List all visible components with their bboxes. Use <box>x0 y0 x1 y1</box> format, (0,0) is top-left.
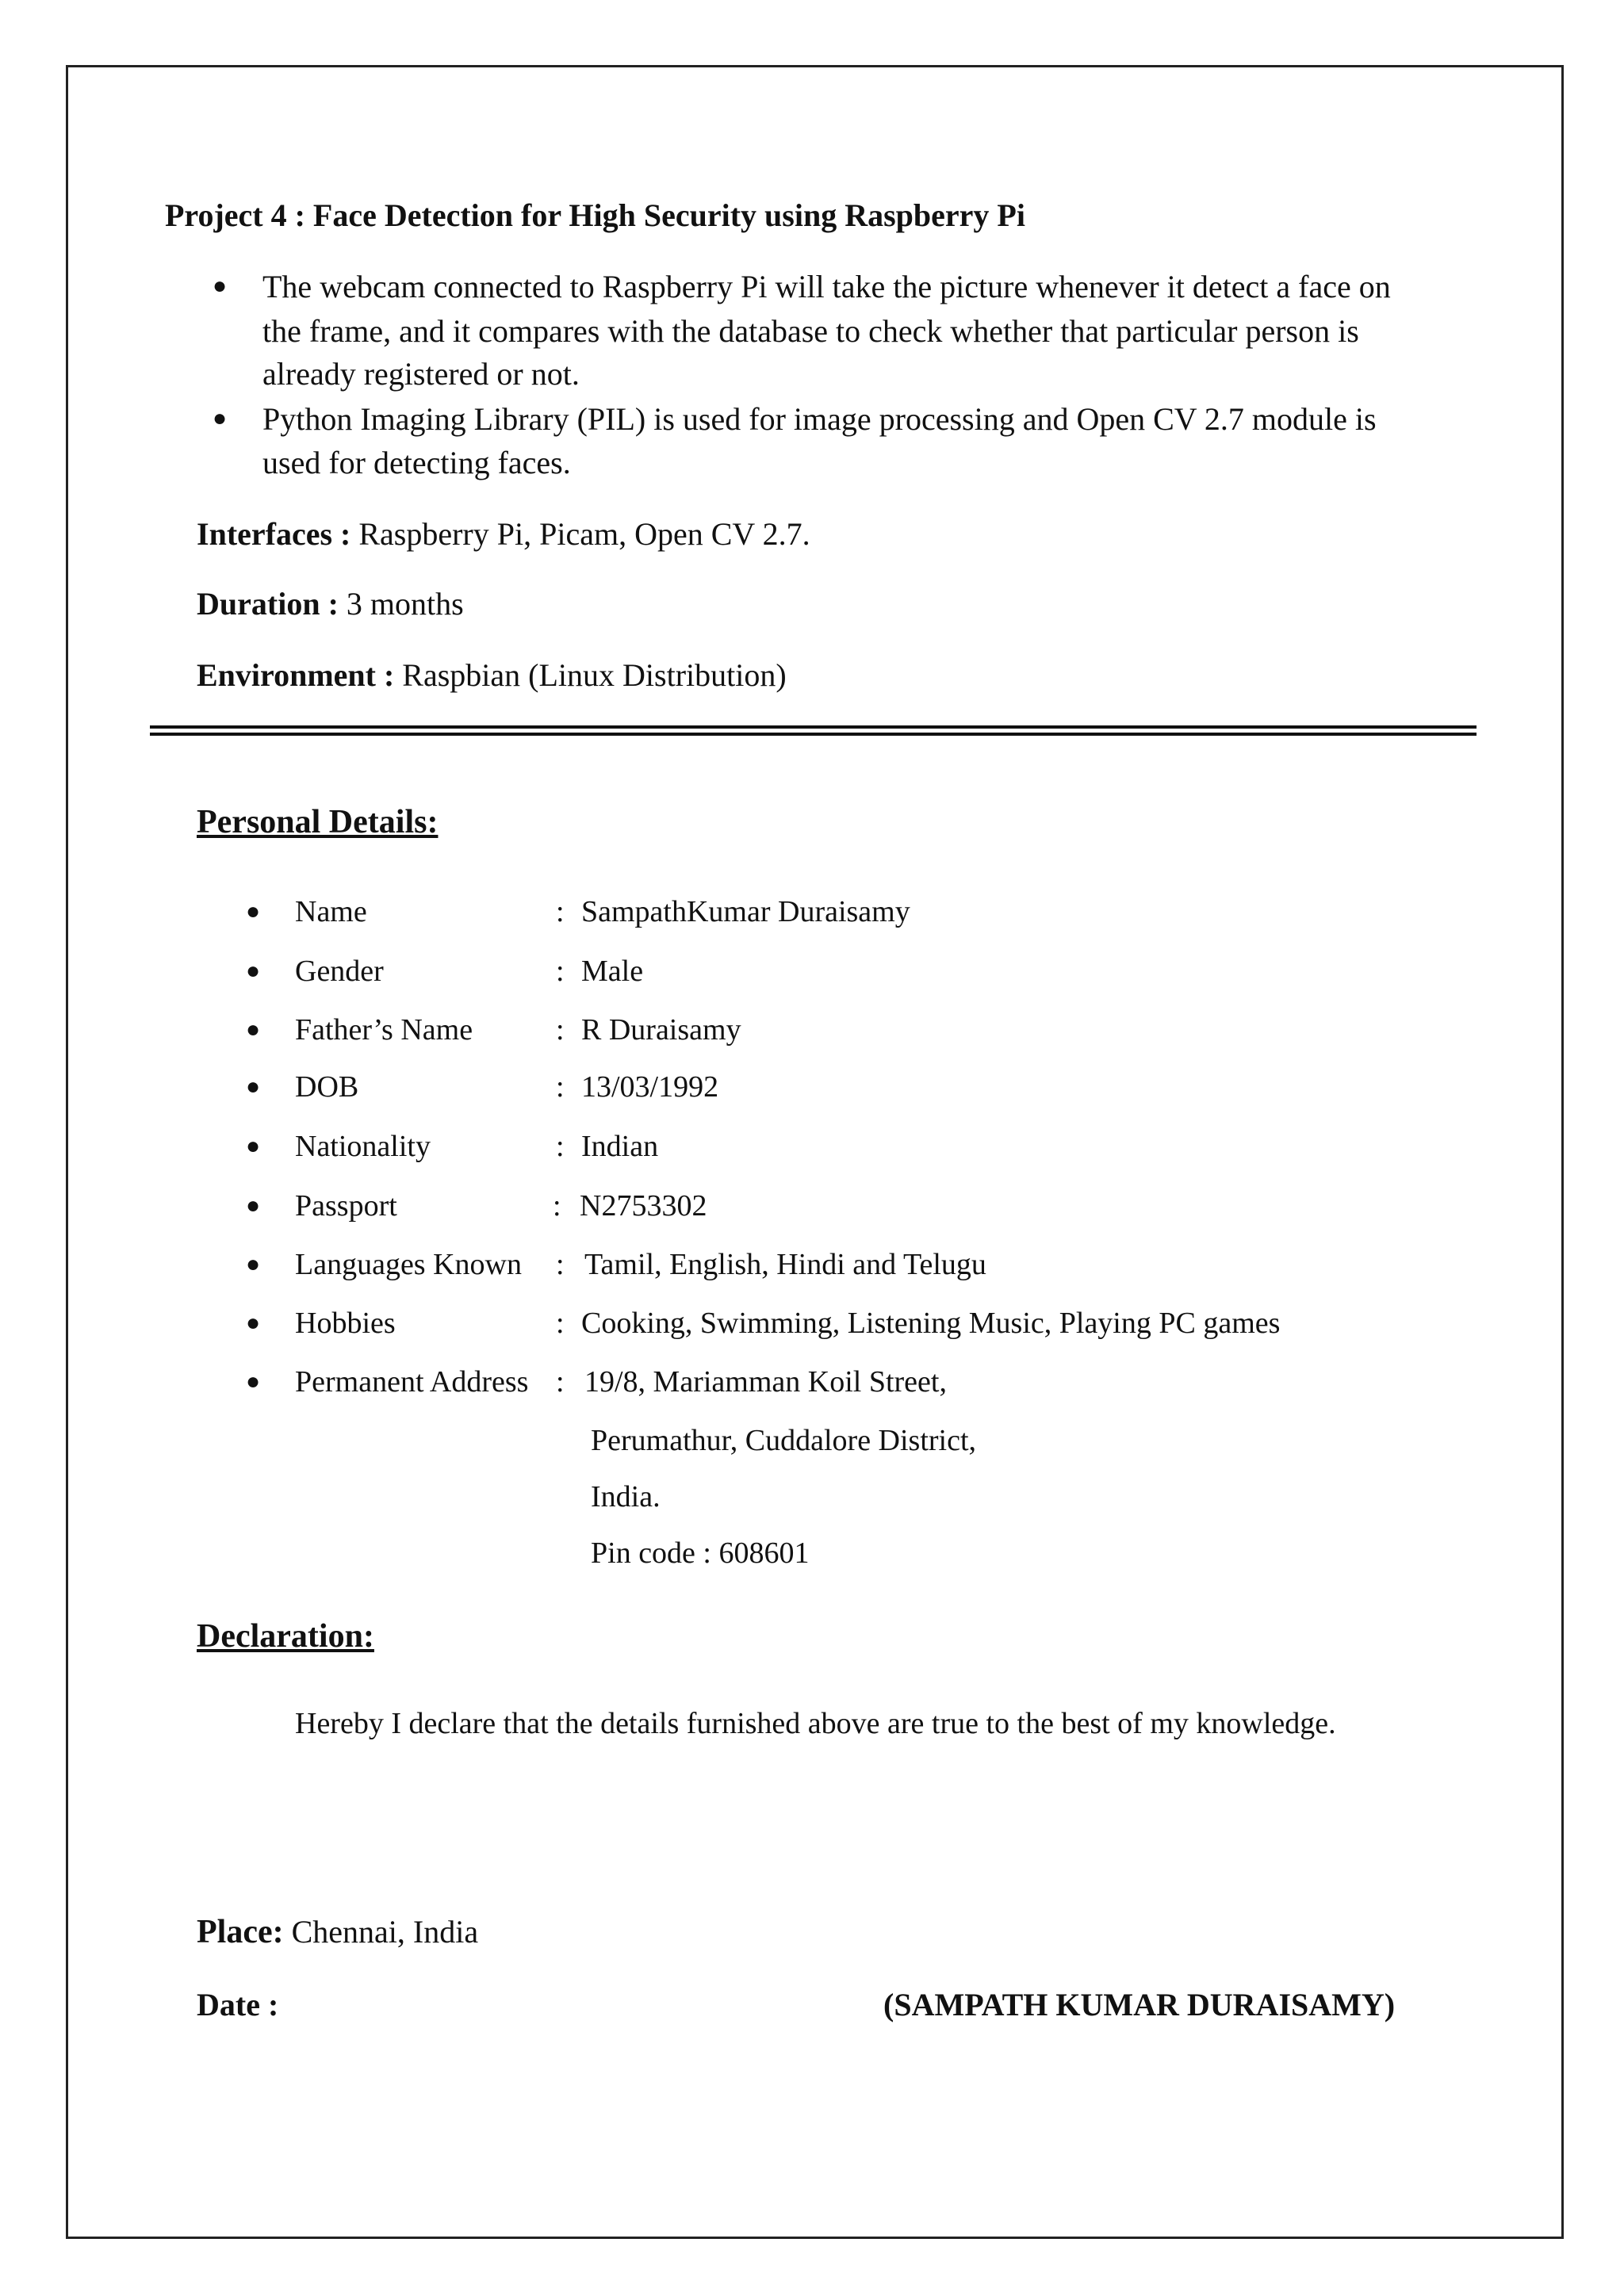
bullet-dot: ● <box>246 1368 261 1395</box>
personal-label: Permanent Address <box>295 1365 529 1399</box>
divider-bottom <box>150 733 1477 736</box>
declaration-heading: Declaration: <box>197 1618 374 1655</box>
bullet-dot: ● <box>213 273 228 299</box>
colon-separator: : <box>556 1365 565 1399</box>
personal-label: Father’s Name <box>295 1013 473 1047</box>
personal-value: Tamil, English, Hindi and Telugu <box>584 1248 986 1281</box>
personal-label: DOB <box>295 1070 359 1104</box>
project-bullet-1-line-3: already registered or not. <box>262 356 580 392</box>
colon-separator: : <box>556 1070 565 1104</box>
personal-value: 13/03/1992 <box>581 1070 719 1104</box>
colon-separator: : <box>556 1248 565 1281</box>
bullet-dot: ● <box>246 898 261 924</box>
duration-line <box>197 581 464 627</box>
bullet-dot: ● <box>246 1133 261 1159</box>
project-bullet-1-line-2: the frame, and it compares with the database to check whether that particular person is <box>262 313 1359 349</box>
interfaces-value: Raspberry Pi, Picam, Open CV 2.7. <box>350 516 810 552</box>
personal-details-heading: Personal Details: <box>197 804 439 840</box>
bullet-dot: ● <box>246 1016 261 1043</box>
environment-line <box>197 652 787 698</box>
personal-value: N2753302 <box>580 1189 707 1223</box>
bullet-dot: ● <box>246 1310 261 1336</box>
personal-label: Hobbies <box>295 1307 396 1340</box>
project-title: Project 4 : Face Detection for High Security using Raspberry Pi <box>165 197 1025 233</box>
bullet-dot: ● <box>246 958 261 984</box>
personal-label: Gender <box>295 955 384 988</box>
personal-value: Indian <box>581 1130 659 1163</box>
environment-label: Environment : <box>197 657 395 693</box>
personal-value: Male <box>581 955 644 988</box>
place-value: Chennai, India <box>283 1914 479 1950</box>
colon-separator: : <box>556 1013 565 1047</box>
personal-label: Name <box>295 895 367 928</box>
signature-name: (SAMPATH KUMAR DURAISAMY) <box>883 1987 1396 2022</box>
divider-top <box>150 725 1477 729</box>
environment-value: Raspbian (Linux Distribution) <box>394 657 787 693</box>
project-bullet-1-line-1: The webcam connected to Raspberry Pi will take the picture whenever it detect a face on <box>262 269 1391 304</box>
personal-label: Passport <box>295 1189 397 1223</box>
personal-value: R Duraisamy <box>581 1013 741 1047</box>
interfaces-line <box>197 511 810 557</box>
duration-label: Duration : <box>197 586 339 622</box>
bullet-dot: ● <box>246 1251 261 1277</box>
address-line-2: Perumathur, Cuddalore District, <box>591 1424 977 1457</box>
bullet-dot: ● <box>213 405 228 431</box>
date-label: Date : <box>197 1987 279 2022</box>
address-line-4: Pin code : 608601 <box>591 1536 810 1570</box>
colon-separator: : <box>556 895 565 928</box>
personal-value: 19/8, Mariamman Koil Street, <box>584 1365 947 1399</box>
project-bullet-2-line-2: used for detecting faces. <box>262 445 571 480</box>
colon-separator: : <box>556 955 565 988</box>
personal-label: Nationality <box>295 1130 431 1163</box>
project-bullet-2-line-1: Python Imaging Library (PIL) is used for image processing and Open CV 2.7 module is <box>262 401 1377 437</box>
place-line <box>197 1909 478 1955</box>
address-line-3: India. <box>591 1480 661 1513</box>
personal-label: Languages Known <box>295 1248 522 1281</box>
place-label: Place: <box>197 1914 284 1950</box>
colon-separator: : <box>556 1130 565 1163</box>
interfaces-label: Interfaces : <box>197 516 351 552</box>
bullet-dot: ● <box>246 1073 261 1100</box>
personal-value: SampathKumar Duraisamy <box>581 895 910 928</box>
colon-separator: : <box>553 1189 561 1223</box>
colon-separator: : <box>556 1307 565 1340</box>
bullet-dot: ● <box>246 1192 261 1219</box>
declaration-text: Hereby I declare that the details furnished above are true to the best of my knowledge. <box>295 1707 1336 1740</box>
personal-value: Cooking, Swimming, Listening Music, Playing PC games <box>581 1307 1281 1340</box>
duration-value: 3 months <box>338 586 464 622</box>
